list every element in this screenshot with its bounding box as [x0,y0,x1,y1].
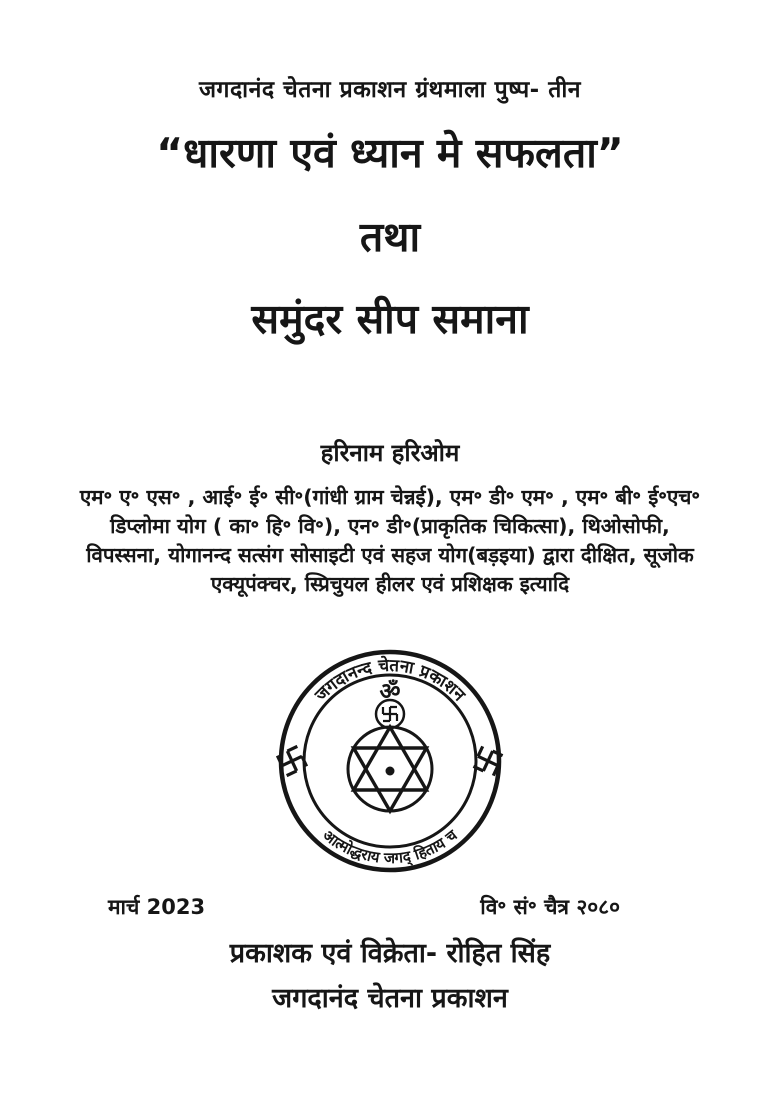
publisher-seller-line: प्रकाशक एवं विक्रेता- रोहित सिंह [229,938,551,969]
title-conjunction: तथा [359,213,421,261]
credentials-line-4: एक्यूपंक्चर, स्प्रिचुयल हीलर एवं प्रशिक्षक इत्यादि [210,572,570,596]
credentials-line-3: विपस्सना, योगानन्द सत्संग सोसाइटी एवं सहज योग(बड़इया) द्वारा दीक्षित, सूजोक [86,543,694,567]
vikram-samvat-date: वि॰ सं॰ चैत्र २०८० [480,895,620,919]
publisher-emblem-svg [274,645,506,877]
credentials-line-2: डिप्लोमा योग ( का॰ हि॰ वि॰), एन॰ डी॰(प्राकृतिक चिकित्सा), थिओसोफी, [110,514,670,538]
publisher-emblem [0,645,780,877]
emblem-top-arc-text: जगदानन्द चेतना प्रकाशन [311,655,469,706]
credentials-line-1: एम॰ ए॰ एस॰ , आई॰ ई॰ सी॰(गांधी ग्राम चेन्नई), एम॰ डी॰ एम॰ , एम॰ बी॰ ई॰एच॰ [79,485,701,509]
gregorian-date: मार्च 2023 [108,895,206,919]
series-line: जगदानंद चेतना प्रकाशन ग्रंथमाला पुष्प- तीन [198,77,582,103]
edition-date-row [0,893,780,921]
book-title: “धारणा एवं ध्यान मे सफलता” [156,129,624,177]
bindu-dot-icon [386,767,395,776]
book-subtitle: समुंदर सीप समाना [251,295,529,343]
emblem-bottom-arc-text: आत्मोद्धराय जगद् हिताय च [319,826,461,868]
imprint-name: जगदानंद चेतना प्रकाशन [272,983,508,1014]
author-credentials [72,483,708,599]
om-icon: ॐ [379,679,401,705]
author-name: हरिनाम हरिओम [320,439,460,467]
small-swastika-icon [383,707,397,721]
